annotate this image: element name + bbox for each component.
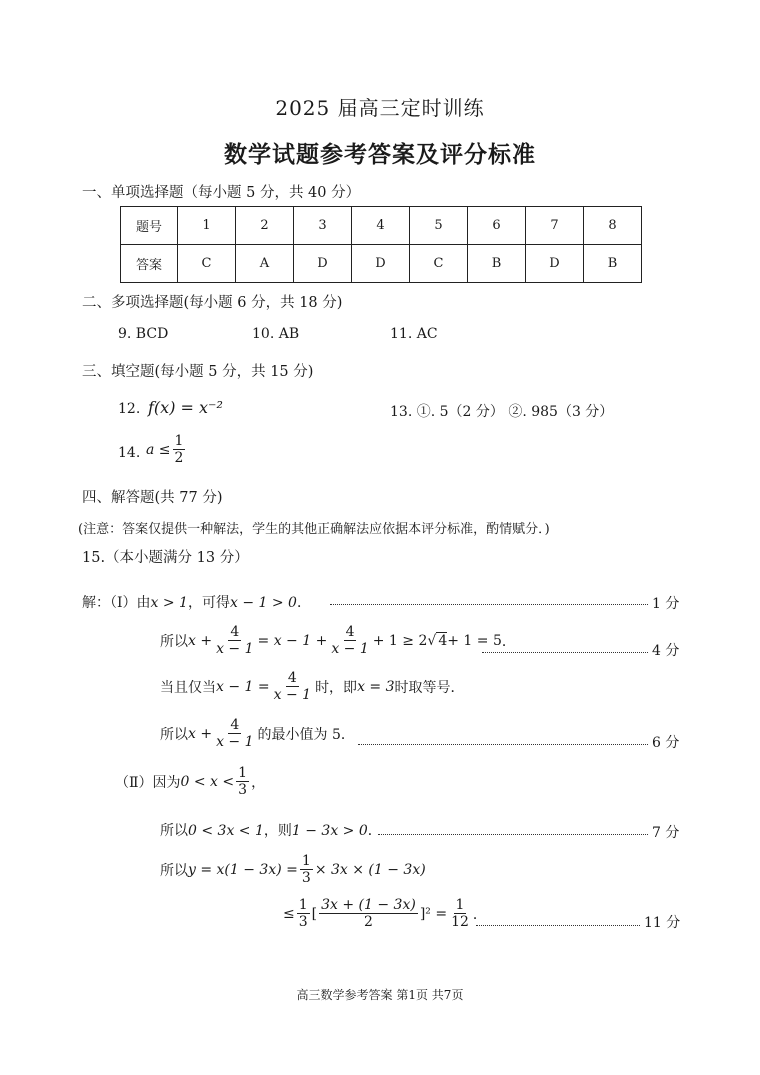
- q14-label: 14.: [118, 445, 141, 461]
- dotted-leader: [330, 604, 648, 605]
- solution-line-7: 所以 y = x(1 − 3x) = $\frac{1}{3}$ × 3x × (1 − 3x): [160, 853, 426, 887]
- solution-line-6: 所以0 < 3x < 1，则1 − 3x > 0．: [160, 823, 382, 839]
- section1-heading: 一、单项选择题（每小题 5 分，共 40 分）: [82, 185, 361, 201]
- sqrt-sign: √: [427, 632, 437, 649]
- table-cell: D: [352, 245, 410, 283]
- table-row-answers: [121, 245, 642, 283]
- page-footer: 高三数学参考答案 第1页 共7页: [296, 988, 464, 1002]
- grading-note: (注意：答案仅提供一种解法，学生的其他正确解法应依据本评分标准，酌情赋分．): [78, 522, 550, 537]
- fraction: $\frac{4}{x - 1}$: [216, 717, 254, 751]
- table-cell: 8: [584, 207, 642, 245]
- fraction: $\frac{1}{12}$: [451, 897, 469, 931]
- table-cell: 3: [294, 207, 352, 245]
- q12-label: 12.: [118, 401, 141, 417]
- answer-item: 10. AB: [252, 326, 300, 342]
- q14-answer: [146, 433, 187, 466]
- q12-answer: [148, 398, 223, 417]
- solution-line-1: 解：（Ⅰ）由x > 1，可得x − 1 > 0．: [82, 595, 311, 611]
- q14-lhs: a ≤: [146, 441, 171, 458]
- exam-title: 2025 届高三定时训练: [275, 96, 485, 120]
- table-cell: D: [526, 245, 584, 283]
- table-cell: 6: [468, 207, 526, 245]
- fraction: $\frac{3x + (1 - 3x)}{2}$: [321, 897, 416, 931]
- q12-formula: f(x) = x⁻²: [148, 398, 223, 417]
- table-cell: 1: [178, 207, 236, 245]
- table-row-numbers: [121, 207, 642, 245]
- table-cell: D: [294, 245, 352, 283]
- table-cell: 5: [410, 207, 468, 245]
- answer-table: [120, 206, 642, 283]
- row-label-question: 题号: [121, 207, 178, 245]
- section2-heading: 二、多项选择题(每小题 6 分，共 18 分): [82, 295, 343, 311]
- table-cell: C: [178, 245, 236, 283]
- solution-line-2: 所以 x + $\frac{4}{x - 1}$ = x − 1 + $\frac{4}{x - 1}$ + 1 ≥ 2 √ 4 + 1 = 5 ．: [160, 624, 516, 658]
- q15-heading: 15.（本小题满分 13 分）: [82, 550, 249, 566]
- fraction: $\frac{4}{x - 1}$: [273, 670, 312, 704]
- table-cell: A: [236, 245, 294, 283]
- table-cell: C: [410, 245, 468, 283]
- score-mark: 1 分: [652, 596, 680, 612]
- fraction: $\frac{4}{x - 1}$: [216, 624, 254, 658]
- fraction: $\frac{1}{2}$: [174, 433, 184, 467]
- fraction: $\frac{1}{3}$: [301, 853, 311, 887]
- fraction: $\frac{1}{3}$: [238, 765, 248, 799]
- table-cell: B: [468, 245, 526, 283]
- q13-answer: 13. ①. 5（2 分） ②. 985（3 分）: [390, 404, 614, 420]
- table-cell: 2: [236, 207, 294, 245]
- table-cell: 7: [526, 207, 584, 245]
- solution-line-5: （Ⅱ）因为 0 < x < $\frac{1}{3}$ ，: [115, 765, 266, 799]
- dotted-leader: [482, 652, 648, 653]
- solution-line-3: 当且仅当 x − 1 = $\frac{4}{x - 1}$ 时，即 x = 3 时取等号．: [160, 670, 465, 704]
- table-cell: 4: [352, 207, 410, 245]
- section3-heading: 三、填空题(每小题 5 分，共 15 分): [82, 364, 314, 380]
- dotted-leader: [476, 925, 640, 926]
- table-cell: B: [584, 245, 642, 283]
- row-label-answer: 答案: [121, 245, 178, 283]
- dotted-leader: [378, 834, 648, 835]
- answer-item: 11. AC: [390, 326, 438, 342]
- solution-line-4: 所以 x + $\frac{4}{x - 1}$ 的最小值为 5．: [160, 717, 355, 751]
- answer-key-title: 数学试题参考答案及评分标准: [224, 141, 536, 168]
- solution-line-8: ≤ $\frac{1}{3}$ [ $\frac{3x + (1 - 3x)}{2}$ ]² = $\frac{1}{12}$ ．: [283, 897, 487, 931]
- score-mark: 11 分: [644, 915, 681, 931]
- fraction: $\frac{1}{3}$: [298, 897, 308, 931]
- score-mark: 6 分: [652, 735, 680, 751]
- fraction: $\frac{4}{x - 1}$: [331, 624, 369, 658]
- section4-heading: 四、解答题(共 77 分): [82, 490, 223, 506]
- score-mark: 7 分: [652, 825, 680, 841]
- dotted-leader: [358, 744, 648, 745]
- answer-item: 9. BCD: [118, 326, 169, 342]
- score-mark: 4 分: [652, 643, 680, 659]
